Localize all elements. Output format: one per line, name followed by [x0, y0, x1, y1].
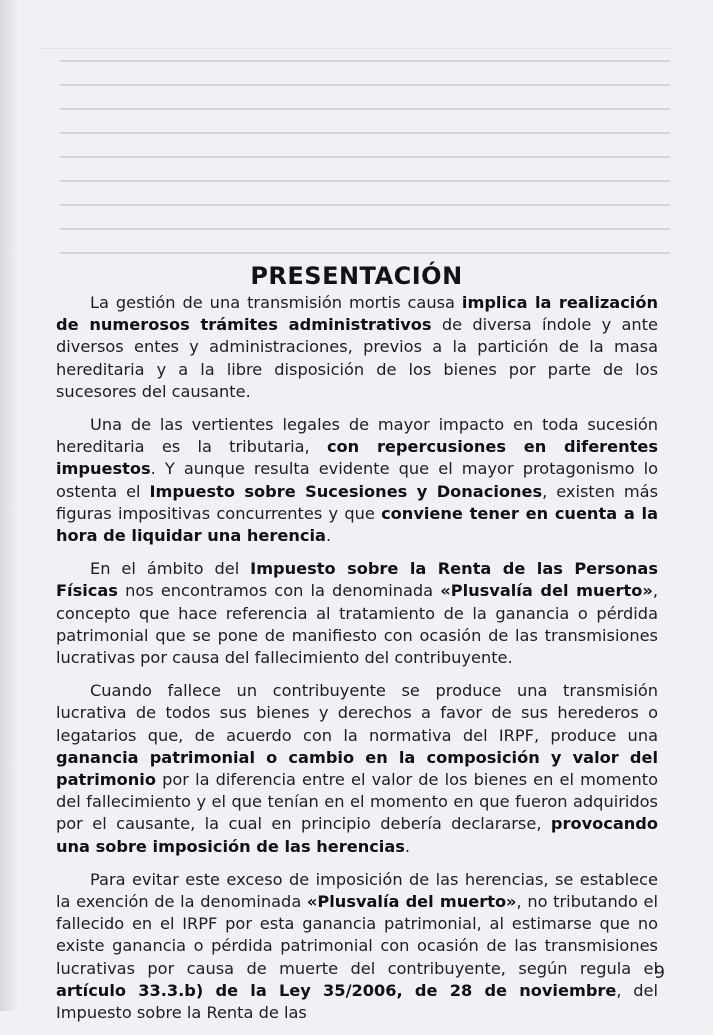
text-run: , existen más figuras impositivas concurrentes y que: [56, 481, 659, 523]
page-edge-shadow: [0, 0, 18, 1011]
text-run: Una de las vertientes legales de mayor impacto en toda sucesión hereditaria es la tributaria,: [56, 415, 658, 457]
page-title: PRESENTACIÓN: [250, 262, 463, 291]
paragraph: [56, 558, 658, 669]
header-rule: [40, 48, 673, 49]
text-run: , no tributando el fallecido en el IRPF por esta ganancia patrimonial, al estimarse que no existe ganancia o pérdida patrimonial con ocasión de las transmisiones lucrativas por causa de muerte del contribuyente, según regula el: [56, 892, 658, 978]
bold-text: implica la realización de numerosos trámites administrativos: [56, 293, 658, 335]
bold-text: ganancia patrimonial o cambio en la composición y valor del patrimonio: [56, 747, 658, 790]
bold-text: provocando una sobre imposición de las herencias: [56, 814, 658, 856]
text-run: , concepto que hace referencia al tratamiento de la ganancia o pérdida patrimonial que se pone de manifiesto con ocasión de las transmisiones lucrativas por causa del fallecimiento del contribuyente.: [56, 581, 658, 668]
text-run: .: [325, 526, 332, 546]
text-run: Cuando fallece un contribuyente se produce una transmisión lucrativa de todos sus bienes y derechos a favor de sus herederos o legatarios que, de acuerdo con la normativa del IRPF, produce una: [56, 681, 658, 745]
text-run: La gestión de una transmisión mortis causa: [90, 293, 462, 312]
paragraph: [56, 414, 658, 547]
bleed-through-text: [60, 60, 670, 290]
text-run: de diversa índole y ante diversos entes y administraciones, previos a la partición de la masa hereditaria y a la libre disposición de los bienes por parte de los sucesores del causante.: [56, 315, 658, 401]
text-run: .: [404, 836, 411, 856]
bold-text: Impuesto sobre Sucesiones y Donaciones: [149, 481, 543, 501]
text-run: nos encontramos con la denominada: [117, 581, 441, 601]
bold-text: conviene tener en cuenta a la hora de liquidar una herencia: [56, 503, 658, 546]
text-run: por la diferencia entre el valor de los bienes en el momento del fallecimiento y el que tenían en el momento en que fueron adquiridos por el causante, la cual en principio debería declararse,: [56, 770, 658, 834]
bold-text: «Plusvalía del muerto»: [440, 581, 653, 601]
bold-text: artículo 33.3.b) de la Ley 35/2006, de 28 de noviembre: [56, 980, 617, 1000]
body-text: [56, 292, 658, 1035]
text-run: . Y aunque resulta evidente que el mayor protagonismo lo ostenta el: [56, 459, 658, 501]
text-run: , del Impuesto sobre la Renta de las: [56, 980, 658, 1023]
text-run: En el ámbito del: [90, 559, 251, 579]
paragraph: [56, 292, 658, 403]
bold-text: «Plusvalía del muerto»: [306, 892, 517, 912]
bold-text: Impuesto sobre la Renta de las Personas Físicas: [56, 559, 658, 601]
text-run: Para evitar este exceso de imposición de las herencias, se establece la exención de la denominada: [56, 869, 658, 912]
paragraph: [56, 680, 658, 858]
page-number: 9: [654, 963, 665, 983]
bold-text: con repercusiones en diferentes impuestos: [56, 437, 659, 479]
paragraph: [56, 869, 658, 1024]
